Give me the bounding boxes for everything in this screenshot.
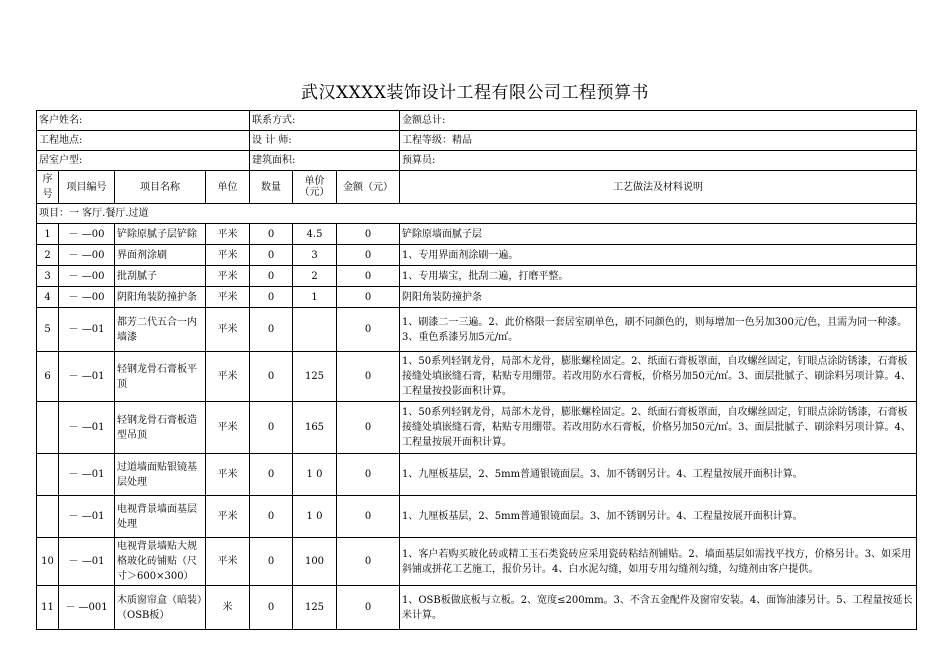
item-amount: 0	[337, 224, 400, 245]
item-code: － —01	[59, 352, 115, 402]
item-seq: 11	[37, 586, 59, 630]
estimator-label: 预算员:	[400, 151, 917, 171]
table-row	[37, 287, 917, 308]
item-code: － —001	[59, 586, 115, 630]
item-desc: 1、专用界面剂涂刷一遍。	[400, 245, 917, 266]
item-desc: 1、专用墙宝，批刮二遍，打磨平整。	[400, 266, 917, 287]
item-amount: 0	[337, 352, 400, 402]
item-seq: 10	[37, 538, 59, 586]
item-price: 2	[293, 266, 337, 287]
item-desc: 1、50系列轻钢龙骨，局部木龙骨，膨胀螺栓固定。2、纸面石膏板罩面，自攻螺丝固定，钉眼点涂防锈漆，石膏板接缝处填嵌缝石膏，粘贴专用绷带。若改用防水石膏板，价格另加50元/㎡。3、面层批腻子、刷涂料另项计算。4、工程量按投影面积计算。	[400, 352, 917, 402]
item-price: 1 0	[293, 496, 337, 538]
item-code: － —01	[59, 538, 115, 586]
project-grade-label: 工程等级：精品	[400, 131, 917, 151]
item-code: － —00	[59, 287, 115, 308]
item-desc: 1、九厘板基层，2、5mm普通银镜面层。3、加不锈钢另计。4、工程量按展开面积计算。	[400, 496, 917, 538]
item-amount: 0	[337, 454, 400, 496]
item-price: 4.5	[293, 224, 337, 245]
item-amount: 0	[337, 496, 400, 538]
item-unit: 米	[206, 586, 250, 630]
item-price: 125	[293, 586, 337, 630]
info-row-1	[37, 111, 917, 131]
item-seq	[37, 402, 59, 454]
item-name: 过道墙面贴银镜基层处理	[115, 454, 206, 496]
item-unit: 平米	[206, 245, 250, 266]
item-seq: 6	[37, 352, 59, 402]
item-code: － —01	[59, 402, 115, 454]
item-seq	[37, 496, 59, 538]
item-code: － —00	[59, 224, 115, 245]
table-row	[37, 402, 917, 454]
item-qty: 0	[250, 538, 293, 586]
item-qty: 0	[250, 454, 293, 496]
table-row	[37, 496, 917, 538]
header-unit: 单位	[206, 171, 250, 204]
item-qty: 0	[250, 287, 293, 308]
item-code: － —01	[59, 496, 115, 538]
item-name: 轻钢龙骨石膏板造型吊顶	[115, 402, 206, 454]
item-price: 165	[293, 402, 337, 454]
item-amount: 0	[337, 538, 400, 586]
header-name: 项目名称	[115, 171, 206, 204]
item-code: － —01	[59, 308, 115, 352]
item-price: 125	[293, 352, 337, 402]
header-code: 项目编号	[59, 171, 115, 204]
header-desc: 工艺做法及材料说明	[400, 171, 917, 204]
table-row	[37, 454, 917, 496]
house-type-label: 居室户型:	[37, 151, 250, 171]
item-amount: 0	[337, 266, 400, 287]
item-seq: 5	[37, 308, 59, 352]
designer-label: 设 计 师:	[250, 131, 400, 151]
item-qty: 0	[250, 266, 293, 287]
item-desc: 阴阳角装防撞护条	[400, 287, 917, 308]
item-qty: 0	[250, 224, 293, 245]
item-price: 3	[293, 245, 337, 266]
table-row	[37, 538, 917, 586]
item-name: 界面剂涂刷	[115, 245, 206, 266]
info-row-2	[37, 131, 917, 151]
item-desc: 1、50系列轻钢龙骨，局部木龙骨，膨胀螺栓固定。2、纸面石膏板罩面，自攻螺丝固定，钉眼点涂防锈漆，石膏板接缝处填嵌缝石膏，粘贴专用绷带。若改用防水石膏板，价格另加50元/㎡。3、面层批腻子、刷涂料另项计算。4、工程量按展开面积计算。	[400, 402, 917, 454]
item-qty: 0	[250, 308, 293, 352]
item-seq	[37, 454, 59, 496]
item-price: 1 0	[293, 454, 337, 496]
item-unit: 平米	[206, 454, 250, 496]
customer-name-label: 客户姓名:	[37, 111, 250, 131]
item-seq: 3	[37, 266, 59, 287]
item-amount: 0	[337, 287, 400, 308]
item-name: 阴阳角装防撞护条	[115, 287, 206, 308]
item-name: 铲除原腻子层铲除	[115, 224, 206, 245]
item-desc: 1、OSB板做底板与立板。2、宽度≤200mm。3、不含五金配件及窗帘安装。4、面饰油漆另计。5、工程量按延长米计算。	[400, 586, 917, 630]
item-desc: 1、刷漆二一三遍。2、此价格限一套居室刷单色，刷不同颜色的，则每增加一色另加300元/色，且需为同一种漆。3、重色系漆另加5元/㎡。	[400, 308, 917, 352]
section-row	[37, 204, 917, 224]
header-qty: 数量	[250, 171, 293, 204]
table-row	[37, 245, 917, 266]
item-code: － —00	[59, 245, 115, 266]
item-seq: 4	[37, 287, 59, 308]
item-price: 1	[293, 287, 337, 308]
item-qty: 0	[250, 586, 293, 630]
header-price: 单价（元）	[293, 171, 337, 204]
item-unit: 平米	[206, 266, 250, 287]
item-unit: 平米	[206, 308, 250, 352]
item-price: 100	[293, 538, 337, 586]
header-seq: 序号	[37, 171, 59, 204]
item-qty: 0	[250, 352, 293, 402]
contact-label: 联系方式:	[250, 111, 400, 131]
item-amount: 0	[337, 245, 400, 266]
header-row	[37, 171, 917, 204]
item-unit: 平米	[206, 224, 250, 245]
header-amount: 金额（元）	[337, 171, 400, 204]
info-row-3	[37, 151, 917, 171]
section-title: 项目：一 客厅.餐厅.过道	[37, 204, 917, 224]
item-unit: 平米	[206, 402, 250, 454]
item-name: 都芳二代五合一内墙漆	[115, 308, 206, 352]
item-unit: 平米	[206, 287, 250, 308]
item-name: 批刮腻子	[115, 266, 206, 287]
item-name: 电视背景墙面基层处理	[115, 496, 206, 538]
table-row	[37, 224, 917, 245]
building-area-label: 建筑面积:	[250, 151, 400, 171]
item-name: 电视背景墙贴大规格玻化砖铺贴（尺寸＞600×300）	[115, 538, 206, 586]
table-row	[37, 308, 917, 352]
item-seq: 2	[37, 245, 59, 266]
item-amount: 0	[337, 586, 400, 630]
item-name: 轻钢龙骨石膏板平顶	[115, 352, 206, 402]
table-row	[37, 266, 917, 287]
item-desc: 1、九厘板基层，2、5mm普通银镜面层。3、加不锈钢另计。4、工程量按展开面积计算。	[400, 454, 917, 496]
project-location-label: 工程地点:	[37, 131, 250, 151]
page-title: 武汉XXXX装饰设计工程有限公司工程预算书	[301, 83, 649, 103]
item-unit: 平米	[206, 538, 250, 586]
item-seq: 1	[37, 224, 59, 245]
total-amount-label: 金额总计:	[400, 111, 917, 131]
item-qty: 0	[250, 402, 293, 454]
item-code: － —00	[59, 266, 115, 287]
table-row	[37, 352, 917, 402]
item-unit: 平米	[206, 496, 250, 538]
item-desc: 铲除原墙面腻子层	[400, 224, 917, 245]
item-amount: 0	[337, 308, 400, 352]
item-price	[293, 308, 337, 352]
item-qty: 0	[250, 245, 293, 266]
item-amount: 0	[337, 402, 400, 454]
item-qty: 0	[250, 496, 293, 538]
item-unit: 平米	[206, 352, 250, 402]
item-name: 木质窗帘盒（暗装）（OSB板）	[115, 586, 206, 630]
item-code: － —01	[59, 454, 115, 496]
table-row	[37, 586, 917, 630]
item-desc: 1、客户若购买玻化砖或精工玉石类瓷砖应采用瓷砖粘结剂铺贴。2、墙面基层如需找平找方，价格另计。3、如采用斜铺或拼花工艺施工，报价另计。4、白水泥勾缝，如用专用勾缝剂勾缝，勾缝剂由客户提供。	[400, 538, 917, 586]
budget-table	[36, 110, 917, 630]
